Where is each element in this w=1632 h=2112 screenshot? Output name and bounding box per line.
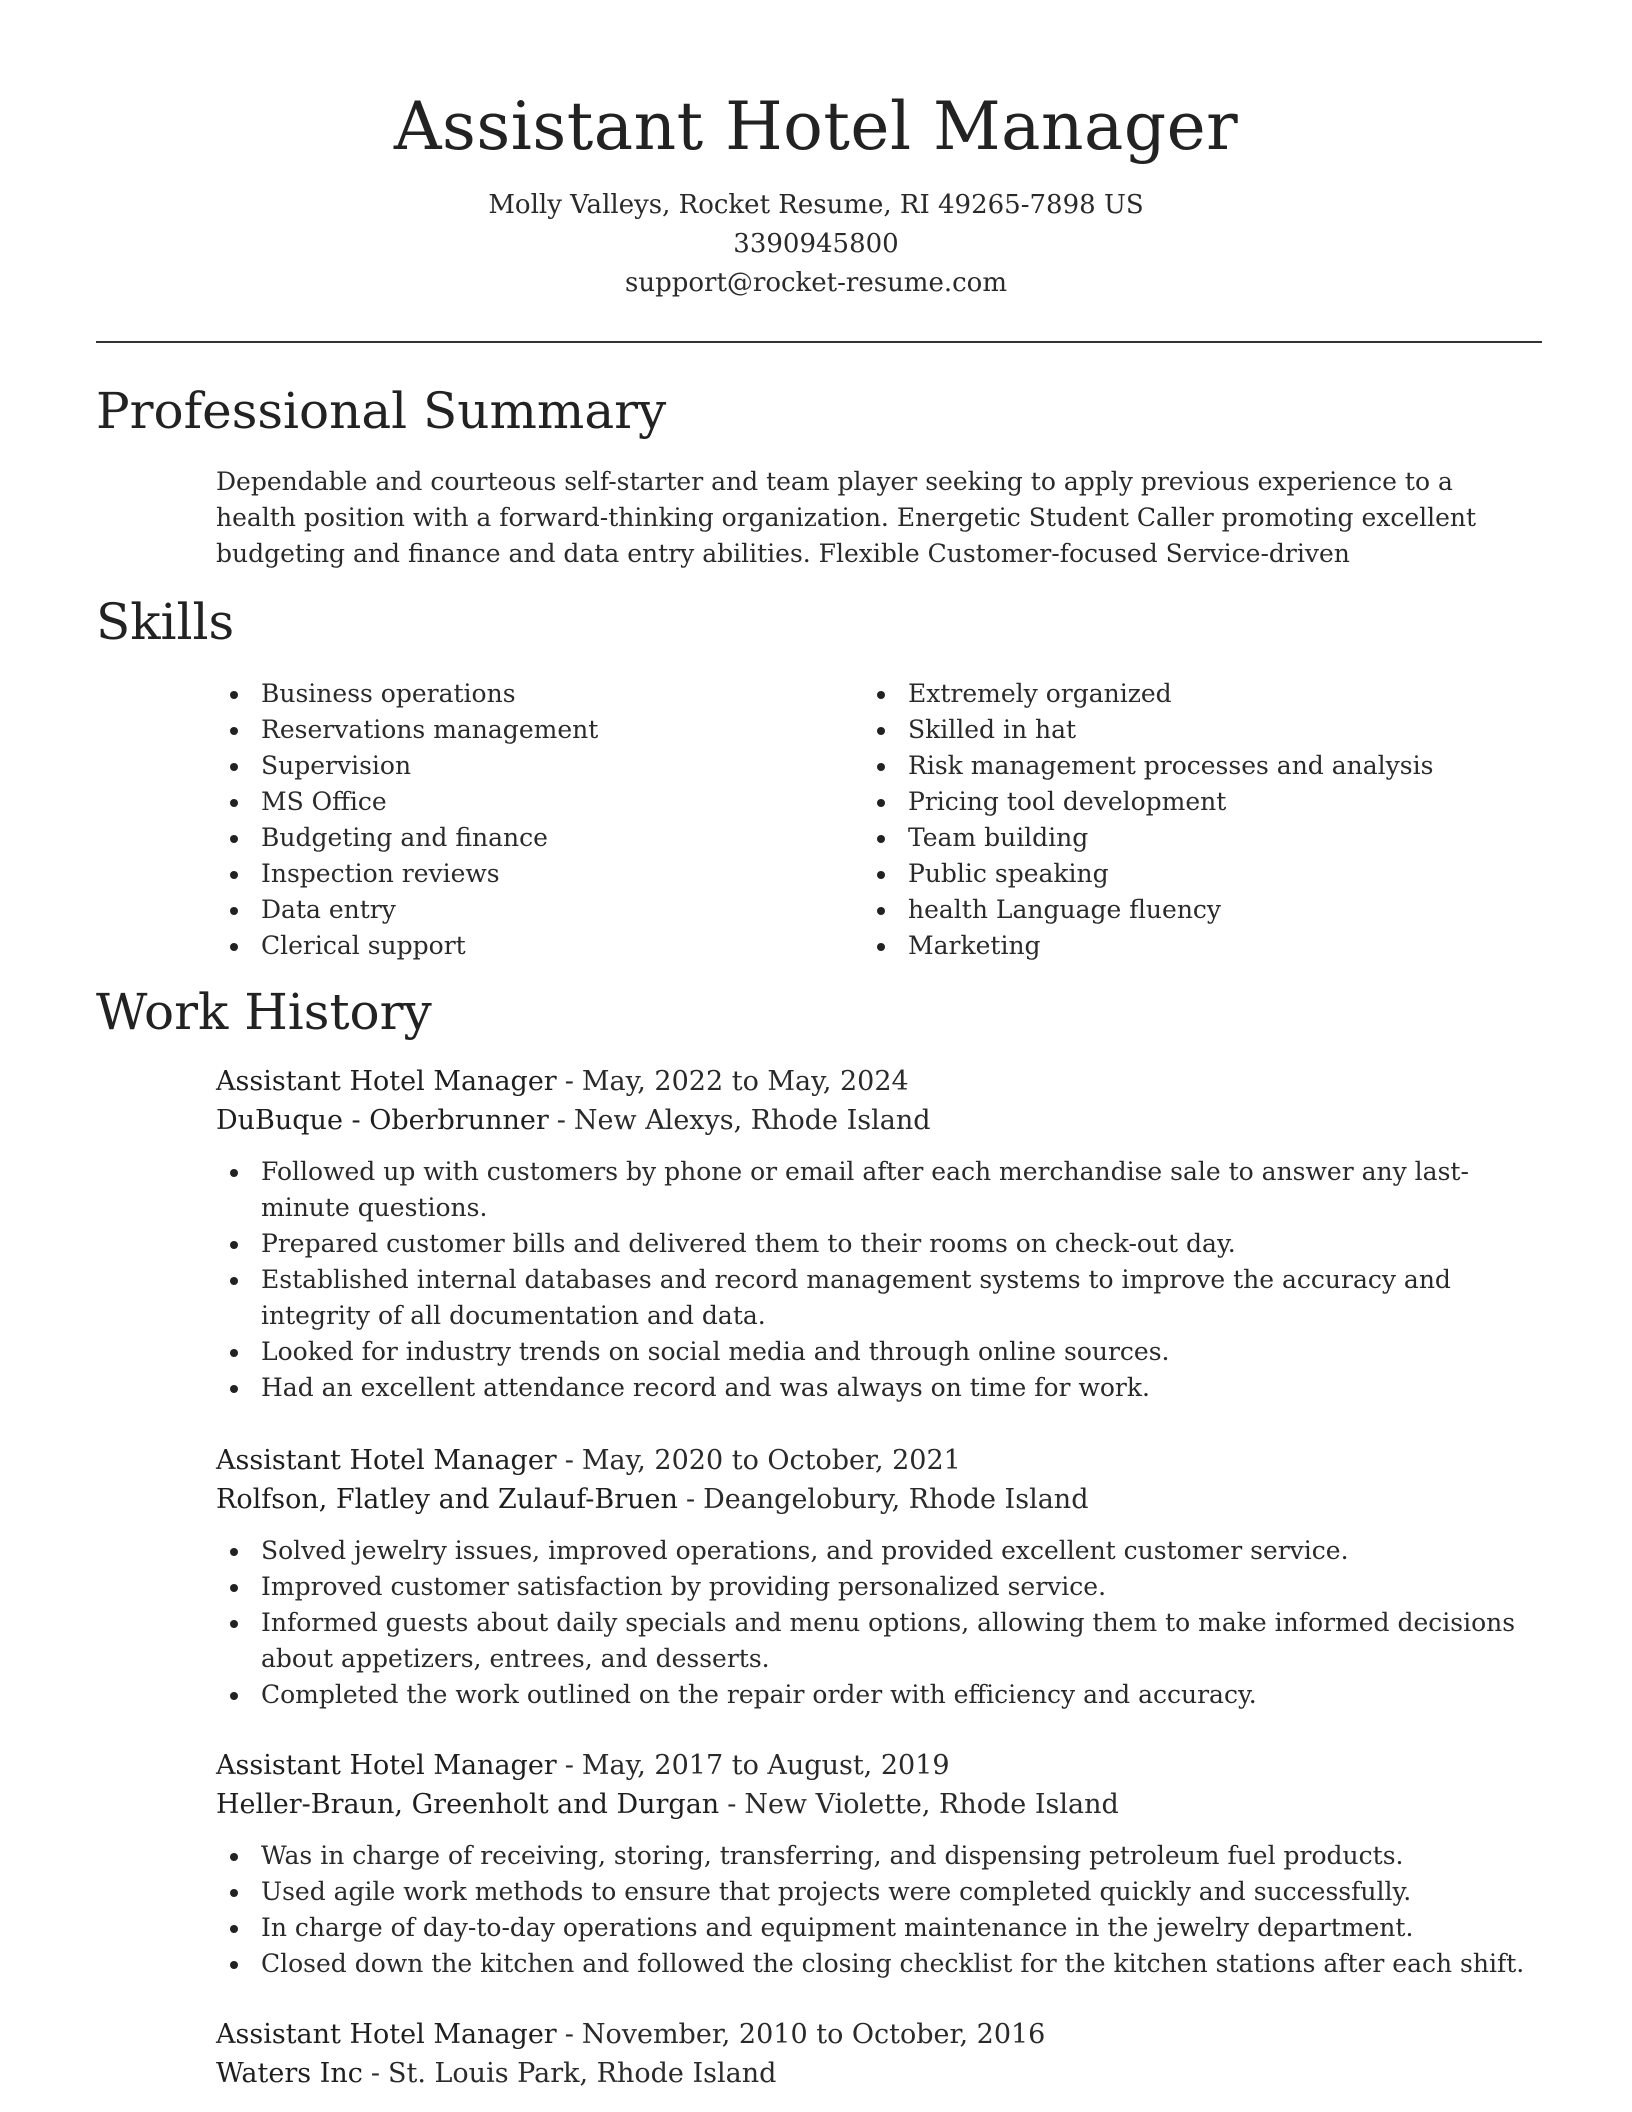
separator: -: [564, 1445, 574, 1476]
separator: -: [556, 1105, 566, 1136]
contact-block: [0, 186, 1632, 303]
job-bullet: Followed up with customers by phone or email after each merchandise sale to answer any last-minute questions.: [216, 1154, 1546, 1226]
skill-item: Budgeting and finance: [216, 820, 598, 856]
contact-phone: 3390945800: [733, 229, 899, 259]
job-bullet: Informed guests about daily specials and menu options, allowing them to make informed decisions about appetizers, entrees, and desserts.: [216, 1605, 1546, 1677]
skill-item: Inspection reviews: [216, 856, 598, 892]
job-title-line: [216, 1746, 1546, 1785]
job-company: Waters Inc: [216, 2058, 363, 2089]
job-bullet: Completed the work outlined on the repair order with efficiency and accuracy.: [216, 1677, 1546, 1713]
job-bullets: [216, 1838, 1546, 1982]
job-company-line: [216, 1785, 1546, 1824]
job-company-line: [216, 2054, 1546, 2093]
job-bullet: Used agile work methods to ensure that projects were completed quickly and successfully.: [216, 1874, 1546, 1910]
job-bullet: In charge of day-to-day operations and equipment maintenance in the jewelry department.: [216, 1910, 1546, 1946]
summary-text: Dependable and courteous self-starter and team player seeking to apply previous experience to a health position with a forward-thinking organization. Energetic Student Caller promoting excellent budgeting and finance and data entry abilities. Flexible Customer-focused Service-driven: [216, 467, 1477, 568]
job-location: New Violette, Rhode Island: [744, 1789, 1119, 1820]
skill-item: Data entry: [216, 892, 598, 928]
job-bullet: Closed down the kitchen and followed the closing checklist for the kitchen stations after each shift.: [216, 1946, 1546, 1982]
job-location: New Alexys, Rhode Island: [573, 1105, 931, 1136]
job-bullets: [216, 1154, 1546, 1406]
job-company-line: [216, 1480, 1546, 1519]
job-bullet: Established internal databases and record management systems to improve the accuracy and integrity of all documentation and data.: [216, 1262, 1546, 1334]
skill-item: Clerical support: [216, 928, 598, 964]
separator: -: [564, 1066, 574, 1097]
skill-item: Skilled in hat: [863, 712, 1433, 748]
job-dates: May, 2020 to October, 2021: [581, 1445, 961, 1476]
separator: -: [564, 1750, 574, 1781]
skill-item: Business operations: [216, 676, 598, 712]
contact-address: Molly Valleys, Rocket Resume, RI 49265-7898 US: [488, 190, 1144, 220]
skills-column-left: [216, 676, 598, 964]
header-divider: [96, 341, 1542, 343]
job-location: St. Louis Park, Rhode Island: [387, 2058, 777, 2089]
job-company: Heller-Braun, Greenholt and Durgan: [216, 1789, 720, 1820]
separator: -: [564, 2019, 574, 2050]
job-dates: May, 2022 to May, 2024: [581, 1066, 909, 1097]
job-title: Assistant Hotel Manager: [216, 2019, 557, 2050]
skill-item: Reservations management: [216, 712, 598, 748]
job-entry: [216, 2015, 1546, 2093]
skill-item: Risk management processes and analysis: [863, 748, 1433, 784]
contact-email: support@rocket-resume.com: [624, 268, 1007, 298]
job-entry: [216, 1746, 1546, 1982]
job-bullet: Was in charge of receiving, storing, transferring, and dispensing petroleum fuel products.: [216, 1838, 1546, 1874]
job-entry: [216, 1441, 1546, 1713]
job-company: Rolfson, Flatley and Zulauf-Bruen: [216, 1484, 678, 1515]
resume-title: Assistant Hotel Manager: [393, 88, 1239, 165]
resume-header: [0, 82, 1632, 303]
skill-item: Public speaking: [863, 856, 1433, 892]
skill-item: Pricing tool development: [863, 784, 1433, 820]
skills-heading: Skills: [96, 593, 235, 651]
job-company-line: [216, 1101, 1546, 1140]
job-title: Assistant Hotel Manager: [216, 1066, 557, 1097]
skill-item: Team building: [863, 820, 1433, 856]
job-dates: November, 2010 to October, 2016: [581, 2019, 1046, 2050]
separator: -: [685, 1484, 696, 1515]
job-bullet: Had an excellent attendance record and was always on time for work.: [216, 1370, 1546, 1406]
separator: -: [727, 1789, 737, 1820]
job-dates: May, 2017 to August, 2019: [581, 1750, 950, 1781]
skill-item: Extremely organized: [863, 676, 1433, 712]
job-bullet: Prepared customer bills and delivered them to their rooms on check-out day.: [216, 1226, 1546, 1262]
job-company: DuBuque - Oberbrunner: [216, 1105, 549, 1136]
job-bullet: Improved customer satisfaction by providing personalized service.: [216, 1569, 1546, 1605]
job-bullet: Solved jewelry issues, improved operations, and provided excellent customer service.: [216, 1533, 1546, 1569]
job-bullets: [216, 1533, 1546, 1713]
separator: -: [370, 2058, 380, 2089]
summary-heading: Professional Summary: [96, 382, 667, 440]
job-title: Assistant Hotel Manager: [216, 1750, 557, 1781]
skill-item: health Language fluency: [863, 892, 1433, 928]
job-entry: [216, 1062, 1546, 1406]
skill-item: Supervision: [216, 748, 598, 784]
job-bullet: Looked for industry trends on social media and through online sources.: [216, 1334, 1546, 1370]
job-location: Deangelobury, Rhode Island: [703, 1484, 1089, 1515]
job-title-line: [216, 2015, 1546, 2054]
skills-column-right: [863, 676, 1433, 964]
skill-item: Marketing: [863, 928, 1433, 964]
job-title: Assistant Hotel Manager: [216, 1445, 557, 1476]
work-history-heading: Work History: [96, 983, 432, 1041]
job-title-line: [216, 1062, 1546, 1101]
skill-item: MS Office: [216, 784, 598, 820]
job-title-line: [216, 1441, 1546, 1480]
